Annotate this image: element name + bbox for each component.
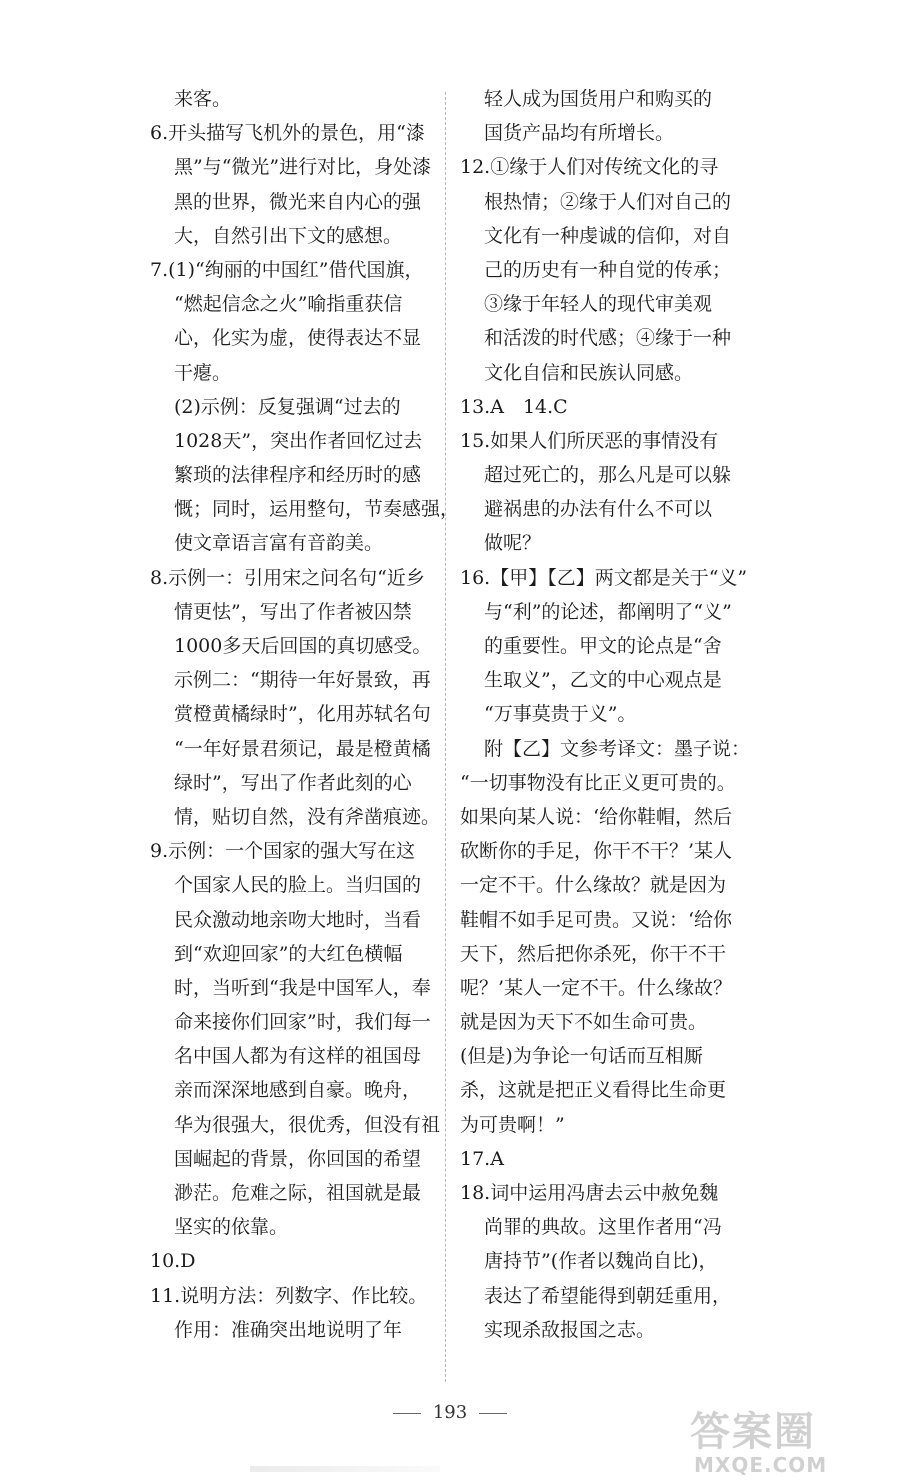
text-line: 10.D (150, 1250, 196, 1273)
text-line: 黑”与“微光”进行对比，身处漆 (174, 156, 432, 179)
footer-dash-right (479, 1413, 507, 1414)
text-line: (但是)为争论一句话而互相厮 (460, 1045, 703, 1068)
text-line: 鞋帽不如手足可贵。又说：‘给你 (460, 908, 733, 931)
text-line: 做呢？ (484, 532, 542, 555)
text-line: 尚罪的典故。这里作者用“冯 (484, 1216, 722, 1239)
text-line: 国货产品均有所增长。 (484, 122, 675, 145)
text-line: 文化自信和民族认同感。 (484, 361, 694, 384)
text-line: 砍断你的手足，你干不干？’某人 (460, 840, 733, 863)
left-column (150, 82, 460, 1347)
scan-artifact (250, 1466, 440, 1472)
text-line: 文化有一种虔诚的信仰，对自 (484, 224, 732, 247)
text-line: 轻人成为国货用户和购买的 (484, 88, 713, 110)
text-line: 呢？’某人一定不干。什么缘故？ (460, 976, 733, 999)
text-line: 与“利”的论述，都阐明了“义” (484, 600, 732, 623)
text-line: 附【乙】文参考译文：墨子说： (484, 737, 751, 760)
footer-dash-left (393, 1413, 421, 1414)
text-line: 生取义”，乙文的中心观点是 (484, 669, 722, 692)
text-line: 16.【甲】【乙】两文都是关于“义” (460, 566, 748, 589)
text-line: 情，贴切自然，没有斧凿痕迹。 (174, 805, 441, 828)
text-line: 作用：准确突出地说明了年 (174, 1318, 403, 1341)
text-line: 华为很强大，很优秀，但没有祖 (174, 1113, 441, 1136)
text-line: 6.开头描写飞机外的景色，用“漆 (150, 122, 425, 145)
text-line: 繁琐的法律程序和经历时的感 (174, 464, 422, 487)
text-line: (2)示例：反复强调“过去的 (174, 395, 401, 418)
page-number: 193 (432, 1402, 468, 1423)
text-line: 干瘪。 (174, 361, 232, 384)
text-line: 天下，然后把你杀死，你干不干 (460, 942, 727, 965)
text-line: 心，化实为虚，使得表达不显 (174, 327, 422, 350)
text-line: 命来接你们回家”时，我们每一 (174, 1011, 431, 1034)
text-line: 慨；同时，运用整句，节奏感强， (174, 498, 460, 521)
text-line: 的重要性。甲文的论点是“舍 (484, 635, 722, 657)
text-line: 情更怯”，写出了作者被囚禁 (174, 600, 412, 623)
text-line: 根热情；②缘于人们对自己的 (484, 190, 732, 213)
text-line: 避祸患的办法有什么不可以 (484, 498, 713, 521)
text-line: “燃起信念之火”喻指重获信 (174, 293, 403, 316)
text-line: 为可贵啊！” (460, 1113, 565, 1136)
right-column (460, 82, 751, 1347)
text-line: 黑的世界，微光来自内心的强 (174, 190, 422, 213)
text-line: 11.说明方法：列数字、作比较。 (150, 1284, 428, 1307)
text-line: 8.示例一：引用宋之问名句“近乡 (150, 566, 425, 589)
column-divider (445, 92, 446, 1382)
text-line: 杀，这就是把正义看得比生命更 (460, 1079, 727, 1102)
watermark-logo (690, 1410, 890, 1478)
text-line: 一定不干。什么缘故？就是因为 (460, 874, 727, 897)
text-line: 示例二：“期待一年好景致，再 (174, 669, 431, 692)
text-line: 国崛起的背景，你回国的希望 (174, 1147, 422, 1170)
text-line: 名中国人都为有这样的祖国母 (174, 1045, 422, 1068)
watermark-title: 答案圈 (690, 1409, 816, 1455)
text-line: 超过死亡的，那么凡是可以躲 (484, 464, 732, 487)
text-line: ③缘于年轻人的现代审美观 (484, 293, 713, 316)
text-line: 民众激动地亲吻大地时，当看 (174, 908, 422, 931)
text-line: “一切事物没有比正义更可贵的。 (460, 771, 736, 794)
text-line: 表达了希望能得到朝廷重用， (484, 1284, 732, 1307)
watermark-url: MXQE.COM (694, 1453, 828, 1477)
text-line: 和活泼的时代感；④缘于一种 (484, 327, 732, 350)
text-line: 17.A (460, 1147, 504, 1170)
text-line: 绿时”，写出了作者此刻的心 (174, 771, 412, 794)
text-line: 个国家人民的脸上。当归国的 (174, 874, 422, 897)
text-line: 到“欢迎回家”的大红色横幅 (174, 942, 403, 965)
text-line: 坚实的依靠。 (174, 1216, 289, 1239)
text-line: “万事莫贵于义”。 (484, 703, 637, 726)
text-line: 来客。 (174, 88, 232, 110)
text-line: 如果向某人说：‘给你鞋帽，然后 (460, 805, 733, 828)
text-line: 己的历史有一种自觉的传承； (484, 258, 732, 281)
text-line: 赏橙黄橘绿时”，化用苏轼名句 (174, 703, 431, 726)
text-line: 7.(1)“绚丽的中国红”借代国旗， (150, 258, 424, 281)
text-line: “一年好景君须记，最是橙黄橘 (174, 737, 431, 760)
text-line: 亲而深深地感到自豪。晚舟， (174, 1079, 422, 1102)
text-line: 就是因为天下不如生命可贵。 (460, 1011, 708, 1034)
text-line: 实现杀敌报国之志。 (484, 1318, 656, 1341)
text-line: 使文章语言富有音韵美。 (174, 532, 384, 555)
text-line: 时，当听到“我是中国军人，奉 (174, 976, 431, 999)
text-line: 18.词中运用冯唐去云中赦免魏 (460, 1182, 719, 1204)
text-line: 1000多天后回国的真切感受。 (174, 635, 432, 657)
text-line: 13.A 14.C (460, 395, 568, 418)
text-line: 渺茫。危难之际，祖国就是最 (174, 1182, 422, 1204)
text-line: 9.示例：一个国家的强大写在这 (150, 840, 416, 863)
text-line: 唐持节”(作者以魏尚自比)， (484, 1250, 718, 1273)
text-line: 12.①缘于人们对传统文化的寻 (460, 156, 719, 179)
text-line: 1028天”，突出作者回忆过去 (174, 429, 423, 452)
text-line: 大，自然引出下文的感想。 (174, 224, 403, 247)
text-line: 15.如果人们所厌恶的事情没有 (460, 429, 719, 452)
